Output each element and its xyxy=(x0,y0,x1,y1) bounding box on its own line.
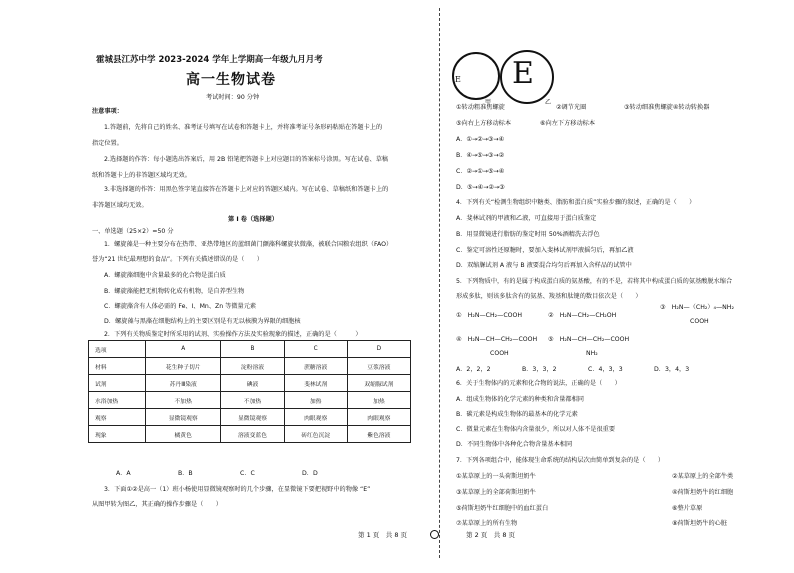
figure-label-a: 甲 xyxy=(485,99,492,106)
q5-stem: 5．下列物质中，有的是属于构成蛋白质的氨基酸，有的不是，若将其中构成蛋白质的氨基酸脱水缩合 xyxy=(456,278,733,285)
table-cell: 豆浆溶液 xyxy=(347,358,410,375)
q7-item: ⑦某草原上的所有生物 xyxy=(456,520,518,527)
note-line: 非答题区域均无效。 xyxy=(92,202,148,209)
formula-branch: NH₂ xyxy=(586,350,598,357)
q4-option: A．斐林试剂的甲液和乙液，可直接用于蛋白质鉴定 xyxy=(456,215,597,222)
q1-option: B．螺旋藻能把无机物转化成有机物，是自养型生物 xyxy=(104,288,245,295)
q2-answer: B．B xyxy=(178,470,193,477)
table-row xyxy=(89,375,411,392)
q5-option: B．3，3，2 xyxy=(522,366,557,373)
q3-option: B．④→⑤→③→② xyxy=(456,152,505,159)
table-cell: 花生种子切片 xyxy=(146,358,221,375)
formula-branch: COOH xyxy=(690,318,709,325)
table-cell: 加热 xyxy=(284,392,347,409)
q7-item: ⑧荷斯坦奶牛的心脏 xyxy=(672,520,728,527)
right-page xyxy=(446,0,794,573)
q6-option: B．碳元素是构成生物体的最基本的化学元素 xyxy=(456,411,578,418)
table-cell: 试剂 xyxy=(89,375,146,392)
q2-stem: 2．下列有关物质鉴定时所采用的试剂、实验操作方法及实验现象的描述，正确的是（ ） xyxy=(104,331,362,338)
q6-option: D．不同生物体中各种化合物含量基本相同 xyxy=(456,441,573,448)
q4-option: B．用显微镜进行脂肪的鉴定时用 50%酒精洗去浮色 xyxy=(456,231,600,238)
q3-option: D．⑤→④→②→③ xyxy=(456,184,505,191)
table-cell: 苏丹Ⅲ染液 xyxy=(146,375,221,392)
q6-stem: 6．关于生物体内的元素和化合物的说法，正确的是（ ） xyxy=(456,380,621,387)
q7-item: ②某草原上的全部牛类 xyxy=(672,473,734,480)
q1-option: D．螺旋藻与黑藻在细胞结构上的主要区别是有无以核膜为界限的细胞核 xyxy=(104,318,301,325)
notes-heading: 注意事项： xyxy=(92,108,123,115)
table-cell: 显微镜观察 xyxy=(146,409,221,426)
q5-option: A．2，2，2 xyxy=(456,366,491,373)
note-line: 1.答题前，先将自己的姓名、准考证号填写在试卷和答题卡上，并将准考证号条形码粘贴在答题卡上的 xyxy=(104,124,383,131)
q3-step: ①转动粗准焦螺旋 xyxy=(456,104,505,111)
letter-e-large: E xyxy=(512,56,534,91)
q7-item: ⑤荷斯坦奶牛红细胞中的血红蛋白 xyxy=(456,505,549,512)
q3-stem: 从图甲转为图乙，其正确的操作步骤是（ ） xyxy=(92,501,222,508)
table-cell: 观察 xyxy=(89,409,146,426)
table-cell: 斐林试剂 xyxy=(284,375,347,392)
exam-title: 霍城县江苏中学 2023-2024 学年上学期高一年级九月月考 xyxy=(96,55,323,65)
table-cell: 碘液 xyxy=(221,375,284,392)
q6-option: A．组成生物体的化学元素的种类和含量都相同 xyxy=(456,396,584,403)
table-cell: 材料 xyxy=(89,358,146,375)
table-row xyxy=(89,358,411,375)
q3-step: ⑤向右上方移动标本 xyxy=(456,120,512,127)
table-header-cell: A xyxy=(146,341,221,358)
formula: ① H₂N—CH₂—COOH xyxy=(456,312,523,319)
note-line: 指定位置。 xyxy=(92,140,123,147)
q3-option: C．②→①→⑤→④ xyxy=(456,168,505,175)
table-cell: 肉眼观察 xyxy=(347,409,410,426)
formula-branch: COOH xyxy=(490,350,509,357)
q2-answer: A．A xyxy=(116,470,131,477)
table-cell: 不加热 xyxy=(146,392,221,409)
table-cell: 显微镜观察 xyxy=(221,409,284,426)
q2-answer: D．D xyxy=(302,470,318,477)
q5-option: D．3，4，3 xyxy=(654,366,690,373)
section-subtitle: 一、单选题（25×2）=50 分 xyxy=(92,228,174,235)
q4-option: D．双缩脲试剂 A 液与 B 液要混合均匀后再加入含样品的试管中 xyxy=(456,262,632,269)
q1-option: C．螺旋藻含有人体必需的 Fe、I、Mn、Zn 等微量元素 xyxy=(104,303,257,310)
table-row xyxy=(89,341,411,358)
table-cell: 双缩脲试剂 xyxy=(347,375,410,392)
note-line: 纸和答题卡上的非答题区域均无效。 xyxy=(92,172,191,179)
q3-step: ②调节光圈 xyxy=(556,104,587,111)
table-header-cell: D xyxy=(347,341,410,358)
table-row xyxy=(89,409,411,426)
table-row xyxy=(89,392,411,409)
q7-item: ③某草原上的全部荷斯坦奶牛 xyxy=(456,489,536,496)
section-title: 第 I 卷（选择题） xyxy=(228,216,278,223)
table-cell: 溶液变蓝色 xyxy=(221,426,284,443)
table-cell: 砖红色沉淀 xyxy=(284,426,347,443)
table-row xyxy=(89,426,411,443)
q4-option: C．鉴定可溶性还原糖时，要加入斐林试剂甲液摇匀后，再加乙液 xyxy=(456,247,634,254)
table-cell: 肉眼观察 xyxy=(284,409,347,426)
note-line: 2.选择题的作答：每小题选出答案后，用 2B 铅笔把答题卡上对应题目的答案标号涂黑。写在试卷、草稿 xyxy=(104,156,389,163)
table-cell: 不加热 xyxy=(221,392,284,409)
exam-time: 考试时间：90 分钟 xyxy=(206,94,260,101)
formula: ⑤ H₂N—CH—CH₂—COOH xyxy=(548,336,630,343)
q3-stem: 3．下面①②是高一（1）班小杨使用显微镜观察时的几个步骤，在显微镜下要把视野中的物像 “E” xyxy=(104,486,371,493)
q1-stem: 誉为“21 世纪最理想的食品”。下列有关描述错误的是（ ） xyxy=(92,256,263,263)
q3-step: ③转动细准焦螺旋④转动转换器 xyxy=(624,104,710,111)
table-cell: 加热 xyxy=(347,392,410,409)
table-cell: 现象 xyxy=(89,426,146,443)
q5-stem: 形成多肽，则该多肽含有的氨基、羧基和肽键的数目依次是（ ） xyxy=(456,293,642,300)
page-number: 第 2 页 共 8 页 xyxy=(466,531,516,539)
q7-item: ④荷斯坦奶牛的红细胞 xyxy=(672,489,734,496)
q5-option: C．4，3，3 xyxy=(588,366,623,373)
table-header-cell: C xyxy=(284,341,347,358)
figure-label-b: 乙 xyxy=(545,99,552,106)
q7-stem: 7．下列各项组合中，能体现生命系统的结构层次由简单到复杂的是（ ） xyxy=(456,457,665,464)
q7-item: ①某草原上的一头荷斯坦奶牛 xyxy=(456,473,536,480)
q3-step: ⑥向左下方移动标本 xyxy=(540,120,596,127)
q7-item: ⑥整片草原 xyxy=(672,505,703,512)
q6-option: C．微量元素在生物体内含量很少，所以对人体不是很重要 xyxy=(456,426,616,433)
letter-e-small: E xyxy=(455,75,461,84)
page-divider xyxy=(439,8,440,558)
table-cell: 蔗糖溶液 xyxy=(284,358,347,375)
q1-option: A．螺旋藻细胞中含量最多的化合物是蛋白质 xyxy=(104,272,226,279)
page-number: 第 1 页 共 8 页 xyxy=(358,531,408,539)
reagent-table xyxy=(88,340,411,443)
formula: ③ H₂N—（CH₂）₄—NH₂ xyxy=(660,304,734,311)
table-cell: 水浴加热 xyxy=(89,392,146,409)
table-cell: 紫色溶液 xyxy=(347,426,410,443)
binding-hole-icon xyxy=(430,530,439,539)
formula: ② H₂N—CH₂—CH₂OH xyxy=(548,312,617,319)
table-cell: 橘黄色 xyxy=(146,426,221,443)
q2-answer: C．C xyxy=(240,470,255,477)
formula: ④ H₂N—CH—CH₂—COOH xyxy=(456,336,538,343)
q1-stem: 1．螺旋藻是一种主要分布在热带、亚热带地区的蓝细菌门颤藻科螺旋状微藻，被联合国粮农组织（FAO） xyxy=(104,241,393,248)
q4-stem: 4．下列有关“检测生物组织中糖类、脂肪和蛋白质”实验步骤的叙述，正确的是（ ） xyxy=(456,199,696,206)
note-line: 3.非选择题的作答：用黑色签字笔直接答在答题卡上对应的答题区域内。写在试卷、草稿纸和答题卡上的 xyxy=(104,186,389,193)
page-title: 高一生物试卷 xyxy=(186,72,276,88)
q3-option: A．①→②→③→④ xyxy=(456,136,505,143)
table-cell: 淀粉溶液 xyxy=(221,358,284,375)
table-header-cell: 选项 xyxy=(89,341,146,358)
table-header-cell: B xyxy=(221,341,284,358)
